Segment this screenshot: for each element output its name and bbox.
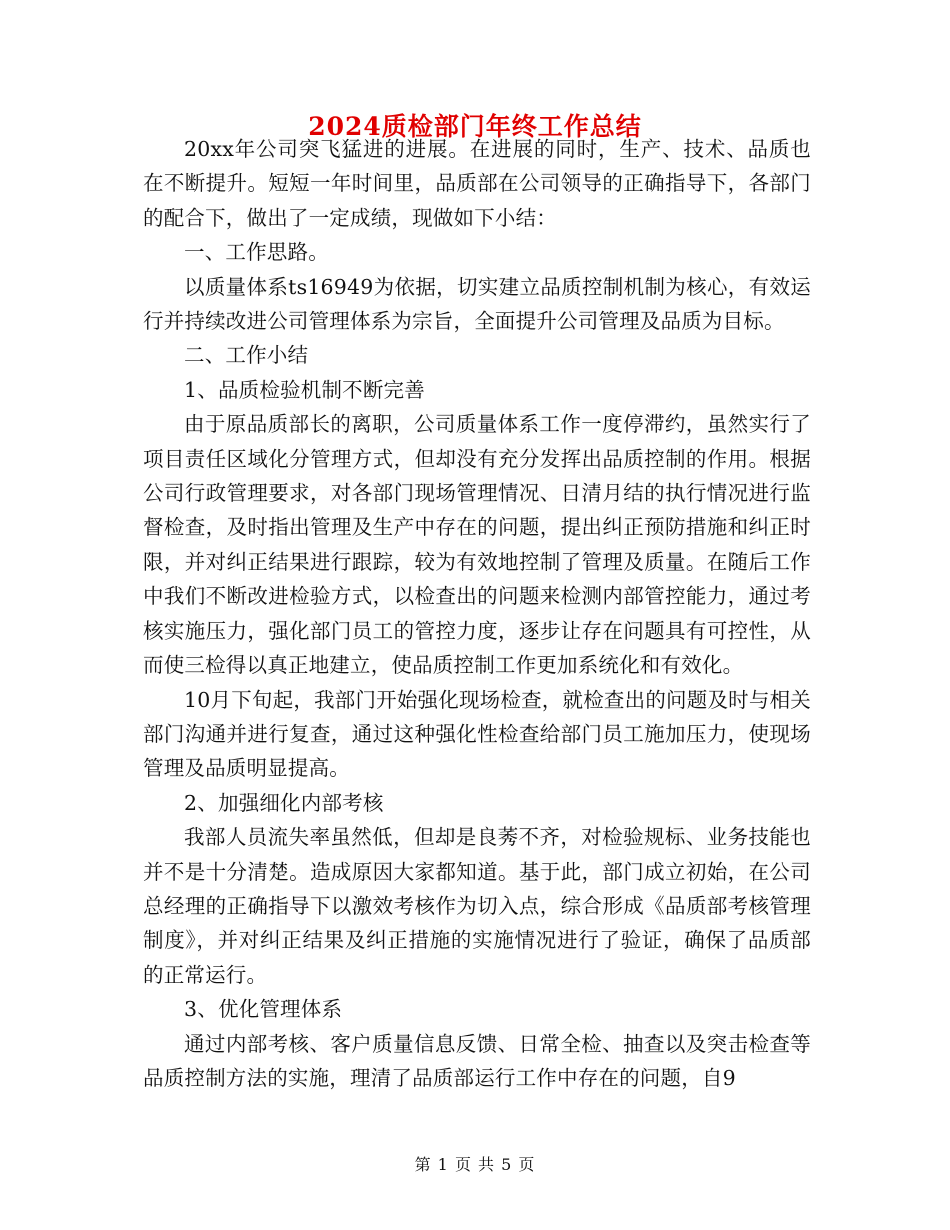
paragraph: 10月下旬起，我部门开始强化现场检查，就检查出的问题及时与相关部门沟通并进行复查，通过这种强化性检查给部门员工施加压力，使现场管理及品质明显提高。 — [143, 687, 811, 781]
paragraph: 通过内部考核、客户质量信息反馈、日常全检、抽查以及突击检查等品质控制方法的实施，理清了品质部运行工作中存在的问题，自9 — [143, 1031, 811, 1090]
page-number-footer: 第 1 页 共 5 页 — [414, 1155, 536, 1174]
paragraph: 20xx年公司突飞猛进的进展。在进展的同时，生产、技术、品质也在不断提升。短短一年时间里，品质部在公司领导的正确指导下，各部门的配合下，做出了一定成绩，现做如下小结： — [143, 137, 811, 230]
section-heading: 二、工作小结 — [184, 343, 309, 368]
document-title: 2024质检部门年终工作总结 — [308, 112, 642, 141]
subsection-heading: 3、优化管理体系 — [184, 997, 343, 1022]
paragraph: 由于原品质部长的离职，公司质量体系工作一度停滞约，虽然实行了项目责任区域化分管理方式，但却没有充分发挥出品质控制的作用。根据公司行政管理要求，对各部门现场管理情况、日清月结的执行情况进行监督检查，及时指出管理及生产中存在的问题，提出纠正预防措施和纠正时限，并对纠正结果进行跟踪，较为有效地控制了管理及质量。在随后工作中我们不断改进检验方式，以检查出的问题来检测内部管控能力，通过考核实施压力，强化部门员工的管控力度，逐步让存在问题具有可控性，从而使三检得以真正地建立，使品质控制工作更加系统化和有效化。 — [143, 412, 811, 678]
paragraph: 以质量体系ts16949为依据，切实建立品质控制机制为核心，有效运行并持续改进公司管理体系为宗旨，全面提升公司管理及品质为目标。 — [143, 274, 811, 334]
subsection-heading: 1、品质检验机制不断完善 — [184, 377, 425, 402]
paragraph: 我部人员流失率虽然低，但却是良莠不齐，对检验规标、业务技能也并不是十分清楚。造成原因大家都知道。基于此，部门成立初始，在公司总经理的正确指导下以激效考核作为切入点，综合形成《品质部考核管理制度》，并对纠正结果及纠正措施的实施情况进行了验证，确保了品质部的正常运行。 — [143, 825, 811, 987]
document-body — [143, 132, 811, 1095]
subsection-heading: 2、加强细化内部考核 — [184, 790, 384, 815]
section-heading: 一、工作思路。 — [184, 240, 329, 265]
